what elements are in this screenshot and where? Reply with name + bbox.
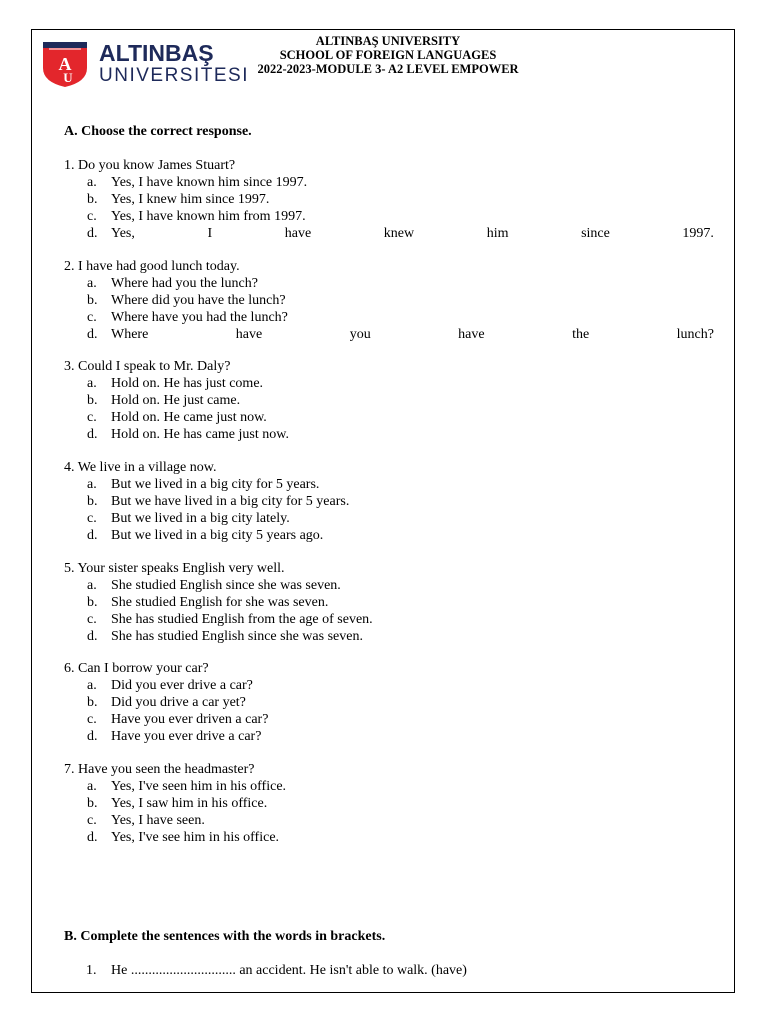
option-text: She studied English since she was seven. xyxy=(111,578,341,593)
option-text: Yes, I've seen him in his office. xyxy=(111,779,287,794)
option-text: But we lived in a big city for 5 years. xyxy=(111,477,320,492)
option-letter: c. xyxy=(87,612,97,627)
option-letter: d. xyxy=(87,427,98,442)
question-stem: 5. Your sister speaks English very well. xyxy=(64,561,285,576)
question-3 xyxy=(64,358,714,443)
option-word: have xyxy=(458,327,485,342)
option-letter: d. xyxy=(87,729,98,744)
option-letter: c. xyxy=(87,712,97,727)
option-d xyxy=(64,426,714,443)
item-number: 1. xyxy=(86,963,97,978)
option-text: Yes, I've see him in his office. xyxy=(111,830,280,845)
option-letter: b. xyxy=(87,796,98,811)
option-d xyxy=(64,728,714,745)
option-text: Did you drive a car yet? xyxy=(111,695,246,710)
option-c xyxy=(64,812,714,829)
option-text: Have you ever driven a car? xyxy=(111,712,269,727)
question-1 xyxy=(64,157,714,242)
university-logo xyxy=(41,40,261,88)
option-text: Did you ever drive a car? xyxy=(111,678,253,693)
option-text: Yes, I knew him since 1997. xyxy=(111,192,270,207)
option-d xyxy=(64,628,714,645)
option-text: Where had you the lunch? xyxy=(111,276,258,291)
option-d xyxy=(64,326,714,343)
option-c xyxy=(64,510,714,527)
option-letter: a. xyxy=(87,175,97,190)
option-letter: d. xyxy=(87,528,98,543)
section-a-title: A. Choose the correct response. xyxy=(64,124,252,139)
option-letter: c. xyxy=(87,410,97,425)
option-text: But we lived in a big city lately. xyxy=(111,511,290,526)
option-letter: c. xyxy=(87,511,97,526)
option-text: Hold on. He just came. xyxy=(111,393,241,408)
option-letter: a. xyxy=(87,779,97,794)
question-stem: 4. We live in a village now. xyxy=(64,460,217,475)
question-stem: 3. Could I speak to Mr. Daly? xyxy=(64,359,231,374)
svg-text:U: U xyxy=(63,70,73,85)
option-a xyxy=(64,476,714,493)
option-text: She has studied English since she was seven. xyxy=(111,629,363,644)
option-text xyxy=(111,326,714,343)
option-text: But we lived in a big city 5 years ago. xyxy=(111,528,324,543)
svg-text:A: A xyxy=(58,54,72,74)
question-6 xyxy=(64,660,714,745)
option-text: Hold on. He has came just now. xyxy=(111,427,289,442)
option-text: Yes, I saw him in his office. xyxy=(111,796,268,811)
option-text: Have you ever drive a car? xyxy=(111,729,262,744)
question-stem: 1. Do you know James Stuart? xyxy=(64,158,236,173)
option-word: Yes, xyxy=(111,226,135,241)
option-a xyxy=(64,677,714,694)
option-letter: b. xyxy=(87,393,98,408)
option-text: She studied English for she was seven. xyxy=(111,595,329,610)
option-c xyxy=(64,711,714,728)
svg-text:UNIVERSITESI: UNIVERSITESI xyxy=(99,65,249,86)
option-c xyxy=(64,409,714,426)
option-text: Yes, I have known him from 1997. xyxy=(111,209,306,224)
option-b xyxy=(64,493,714,510)
option-b xyxy=(64,694,714,711)
header-module: 2022-2023-MODULE 3- A2 LEVEL EMPOWER xyxy=(257,62,519,76)
option-text: Hold on. He came just now. xyxy=(111,410,267,425)
option-word: I xyxy=(207,226,213,241)
option-letter: c. xyxy=(87,209,97,224)
option-text: Yes, I have known him since 1997. xyxy=(111,175,308,190)
option-word: him xyxy=(486,226,509,241)
item-text: He .............................. an accident. He isn't able to walk. (have) xyxy=(111,963,467,978)
option-word: 1997. xyxy=(682,226,714,241)
option-word: Where xyxy=(111,327,149,342)
section-b-title: B. Complete the sentences with the words in brackets. xyxy=(64,929,386,944)
option-a xyxy=(64,778,714,795)
option-b xyxy=(64,392,714,409)
option-letter: a. xyxy=(87,678,97,693)
option-letter: a. xyxy=(87,578,97,593)
fill-in-item xyxy=(64,962,714,979)
option-letter: a. xyxy=(87,376,97,391)
option-b xyxy=(64,292,714,309)
option-letter: b. xyxy=(87,192,98,207)
option-letter: b. xyxy=(87,293,98,308)
header-university: ALTINBAŞ UNIVERSITY xyxy=(315,34,461,48)
option-letter: a. xyxy=(87,276,97,291)
option-a xyxy=(64,375,714,392)
question-stem: 2. I have had good lunch today. xyxy=(64,259,240,274)
option-word: lunch? xyxy=(676,327,714,342)
option-word: the xyxy=(572,327,590,342)
option-text: She has studied English from the age of seven. xyxy=(111,612,373,627)
option-b xyxy=(64,795,714,812)
option-a xyxy=(64,174,714,191)
option-word: you xyxy=(349,327,371,342)
option-letter: d. xyxy=(87,629,98,644)
option-letter: d. xyxy=(87,226,98,241)
option-word: have xyxy=(235,327,263,342)
option-c xyxy=(64,611,714,628)
svg-text:ALTINBAŞ: ALTINBAŞ xyxy=(99,40,214,66)
option-letter: b. xyxy=(87,595,98,610)
option-a xyxy=(64,275,714,292)
document-header xyxy=(252,34,524,76)
option-word: since xyxy=(581,226,610,241)
header-school: SCHOOL OF FOREIGN LANGUAGES xyxy=(279,48,497,62)
option-d xyxy=(64,829,714,846)
question-stem: 6. Can I borrow your car? xyxy=(64,661,209,676)
option-d xyxy=(64,225,714,242)
question-7 xyxy=(64,761,714,846)
option-letter: d. xyxy=(87,327,98,342)
option-text: Where have you had the lunch? xyxy=(111,310,288,325)
option-c xyxy=(64,208,714,225)
question-5 xyxy=(64,560,714,645)
option-letter: d. xyxy=(87,830,98,845)
option-letter: b. xyxy=(87,494,98,509)
question-4 xyxy=(64,459,714,544)
option-c xyxy=(64,309,714,326)
option-a xyxy=(64,577,714,594)
option-d xyxy=(64,527,714,544)
option-text: Where did you have the lunch? xyxy=(111,293,286,308)
question-stem: 7. Have you seen the headmaster? xyxy=(64,762,255,777)
option-letter: c. xyxy=(87,310,97,325)
option-letter: c. xyxy=(87,813,97,828)
option-word: have xyxy=(284,226,312,241)
option-word: knew xyxy=(383,226,415,241)
option-text: Hold on. He has just come. xyxy=(111,376,264,391)
question-2 xyxy=(64,258,714,343)
option-text xyxy=(111,225,714,242)
option-text: But we have lived in a big city for 5 years. xyxy=(111,494,350,509)
option-letter: b. xyxy=(87,695,98,710)
option-text: Yes, I have seen. xyxy=(111,813,205,828)
option-letter: a. xyxy=(87,477,97,492)
option-b xyxy=(64,594,714,611)
option-b xyxy=(64,191,714,208)
